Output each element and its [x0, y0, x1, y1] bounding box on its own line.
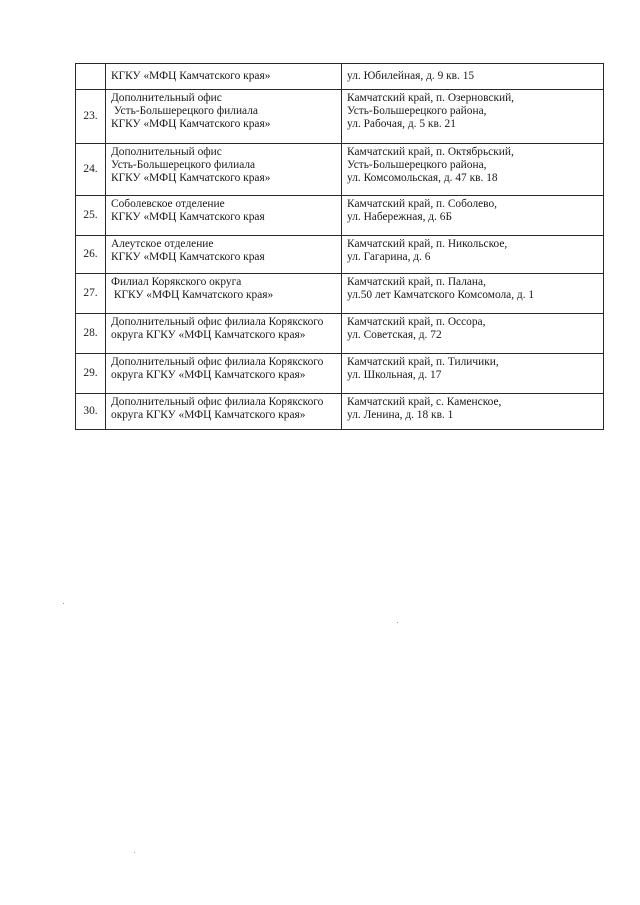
office-name: Филиал Корякского округа КГКУ «МФЦ Камчатского края»	[106, 274, 342, 314]
office-name: Алеутское отделение КГКУ «МФЦ Камчатского края	[106, 236, 342, 274]
table-row	[76, 90, 604, 144]
office-address: Камчатский край, п. Никольское, ул. Гагарина, д. 6	[342, 236, 604, 274]
scan-speck	[397, 622, 398, 623]
office-name: Дополнительный офис филиала Корякского округа КГКУ «МФЦ Камчатского края»	[106, 394, 342, 430]
office-address: Камчатский край, п. Оссора, ул. Советская, д. 72	[342, 314, 604, 354]
office-name: Дополнительный офис Усть-Большерецкого филиала КГКУ «МФЦ Камчатского края»	[106, 90, 342, 144]
table-row	[76, 354, 604, 394]
office-name: Дополнительный офис Усть-Большерецкого филиала КГКУ «МФЦ Камчатского края»	[106, 144, 342, 196]
office-name: Дополнительный офис филиала Корякского округа КГКУ «МФЦ Камчатского края»	[106, 354, 342, 394]
table-row	[76, 144, 604, 196]
row-number: 27.	[76, 274, 106, 314]
office-name: КГКУ «МФЦ Камчатского края»	[106, 64, 342, 90]
table-row	[76, 196, 604, 236]
row-number: 28.	[76, 314, 106, 354]
table-row	[76, 394, 604, 430]
row-number	[76, 64, 106, 90]
offices-table-body	[76, 64, 604, 430]
row-number: 29.	[76, 354, 106, 394]
row-number: 25.	[76, 196, 106, 236]
table-row	[76, 274, 604, 314]
office-name: Соболевское отделение КГКУ «МФЦ Камчатского края	[106, 196, 342, 236]
office-address: Камчатский край, с. Каменское, ул. Ленина, д. 18 кв. 1	[342, 394, 604, 430]
table-row	[76, 314, 604, 354]
office-address: Камчатский край, п. Соболево, ул. Набережная, д. 6Б	[342, 196, 604, 236]
office-address: Камчатский край, п. Озерновский, Усть-Большерецкого района, ул. Рабочая, д. 5 кв. 21	[342, 90, 604, 144]
table-row	[76, 236, 604, 274]
table-row	[76, 64, 604, 90]
row-number: 23.	[76, 90, 106, 144]
office-address: Камчатский край, п. Тиличики, ул. Школьная, д. 17	[342, 354, 604, 394]
office-name: Дополнительный офис филиала Корякского округа КГКУ «МФЦ Камчатского края»	[106, 314, 342, 354]
scan-speck	[63, 603, 64, 604]
row-number: 24.	[76, 144, 106, 196]
row-number: 26.	[76, 236, 106, 274]
row-number: 30.	[76, 394, 106, 430]
scan-speck	[134, 852, 135, 853]
offices-table	[75, 63, 604, 430]
office-address: ул. Юбилейная, д. 9 кв. 15	[342, 64, 604, 90]
office-address: Камчатский край, п. Палана, ул.50 лет Камчатского Комсомола, д. 1	[342, 274, 604, 314]
office-address: Камчатский край, п. Октябрьский, Усть-Большерецкого района, ул. Комсомольская, д. 47 кв. 18	[342, 144, 604, 196]
